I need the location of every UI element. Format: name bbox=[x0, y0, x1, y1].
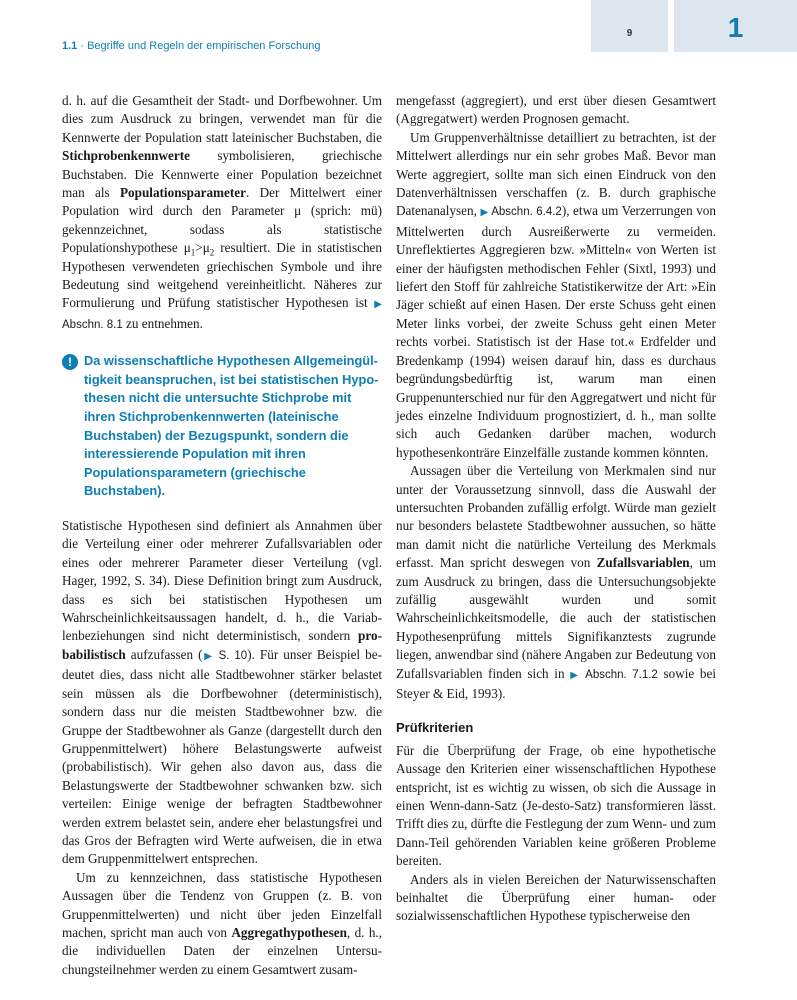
text: resultiert. Die in statistischen Hypothesen verwendeten griechischen Symbole und ihre Bedeutung sind weitgehend vereinheitlicht. Näheres zur Formulierung und Prüfung statistischer Hypothesen ist bbox=[62, 240, 382, 311]
reference-label: S. 10 bbox=[218, 649, 248, 662]
section-number: 1.1 bbox=[62, 40, 78, 52]
page-number: 9 bbox=[626, 28, 633, 39]
cross-reference-link[interactable] bbox=[480, 206, 561, 218]
running-head bbox=[62, 40, 320, 52]
subscript: 2 bbox=[209, 247, 215, 258]
chapter-number: 1 bbox=[727, 12, 744, 43]
paragraph: Für die Überprüfung der Frage, ob eine hypothetische Aussage den Kriterien einer wissenschaftlichen Hypothese entspricht, ist es wichtig zu wissen, ob sich die Aussage in einen Wenn-dann-Satz (Je-desto-Satz) transformieren lässt. Trifft dies zu, dürfte die Festlegung der zum Wenn- und zum Dann-Teil gehörenden Variablen keine größeren Probleme bereiten. bbox=[396, 742, 716, 869]
text: zu entnehmen. bbox=[122, 315, 203, 331]
paragraph bbox=[62, 869, 382, 979]
subscript: 1 bbox=[190, 247, 196, 258]
paragraph: mengefasst (aggregiert), und erst über diesen Gesamtwert (Aggregatwert) werden Prognosen gemacht. bbox=[396, 93, 716, 127]
reference-label: Abschn. 7.1.2 bbox=[585, 668, 658, 681]
reference-label: Abschn. 8.1 bbox=[62, 318, 123, 331]
paragraph bbox=[62, 517, 382, 869]
text: , d. h., die individuellen Daten der einzelnen Untersuchungsteilnehmer werden zu einem Gesamtwert zusam- bbox=[62, 924, 383, 977]
text: >μ bbox=[195, 240, 210, 256]
term-probabilistisch: probabilistisch bbox=[62, 628, 382, 662]
section-heading: Prüfkriterien bbox=[396, 720, 474, 736]
paragraph bbox=[396, 462, 716, 703]
chapter-tab bbox=[674, 0, 797, 52]
page-number-tab bbox=[591, 0, 671, 52]
text: Um Gruppenverhältnisse detailliert zu betrachten, ist der Mittelwert allerdings nur ein sehr grobes Maß. Bevor man Werte aggregiert, sollte man sich einen Eindruck von den Datenverhältnissen verschaffen (z. B. durch graphische Datenanalysen, bbox=[396, 129, 716, 219]
text: symbolisieren, griechische Buchstaben. Die Kennwerte einer Population bezeichnet man als bbox=[62, 148, 382, 201]
term-zufallsvariablen: Zufallsvariablen bbox=[596, 555, 690, 571]
text: , um zum Ausdruck zu bringen, dass die Untersuchungsobjekte zufällig ausgewählt wurden und somit Wahrscheinlichkeitsmodelle, die auch der statistischen Hypothesenprüfung mittels Signifikanztests zugrunde liegen, anwendbar sind (nähere Angaben zur Bedeutung von Zufallsvariablen finden sich in bbox=[396, 555, 716, 681]
paragraph bbox=[396, 129, 716, 462]
triangle-right-icon: ▶ bbox=[202, 650, 214, 662]
triangle-right-icon: ▶ bbox=[570, 669, 581, 681]
right-column bbox=[396, 92, 716, 926]
term-stichprobenkennwerte: Stichprobenkennwerte bbox=[62, 148, 190, 164]
text: Aussagen über die Verteilung von Merkmalen sind nur unter der Voraussetzung sinnvoll, dass die Auswahl der untersuchten Probanden zufällig erfolgt. Würde man gezielt nur besonders belastete Stadtbewohner aussuchen, so hätte man damit nicht die natürliche Verteilung des Merkmals erfasst. Man spricht deswegen von bbox=[396, 463, 716, 571]
paragraph: Anders als in vielen Bereichen der Naturwissenschaften beinhaltet die Überprüfung einer human- oder sozialwissenschaftlichen Hypothese typischerweise den bbox=[396, 871, 716, 924]
term-populationsparameter: Populationsparameter bbox=[119, 185, 246, 201]
running-head-separator: · bbox=[77, 40, 88, 52]
term-aggregathypothesen: Aggregathypothesen bbox=[231, 924, 347, 940]
section-title: Begriffe und Regeln der empirischen Forschung bbox=[87, 40, 321, 52]
reference-label: Abschn. 6.4.2 bbox=[491, 206, 562, 219]
text: ). Für unser Beispiel bedeutet dies, dass nicht alle Stadtbewohner stärker belastet sein müssen als die Dorfbewohner (deterministisch), sondern dass nur die meisten Stadtbewohner bzw. die Gruppe der Stadtbewohner als Ganze (dargestellt durch den Gruppenmittelwert) höhere Belastungswerte aufweist (probabilistisch). Wir gehen also davon aus, dass die Belastungswerte der Stadtbewohner schwanken bzw. sich verteilen: Einige wenige der befragten Stadtbewohner werden extrem belastet sein, andere eher belastungsfrei und das Gros der Befragten wird Werte aufweisen, die in etwa dem Gruppenmittelwert entsprechen. bbox=[62, 646, 382, 867]
callout-box bbox=[62, 352, 382, 501]
cross-reference-link[interactable] bbox=[570, 669, 658, 681]
text: d. h. auf die Gesamtheit der Stadt- und Dorfbewohner. Um dies zum Ausdruck zu bringen, verwendet man für die Kennwerte der Population statt lateinischer Buchstaben, die bbox=[62, 93, 382, 145]
text: . Der Mittelwert einer Population wird durch den Parameter μ (sprich: mü) gekennzeichnet, sodass als statistische Populationshypothese μ bbox=[62, 185, 382, 256]
text: ), etwa um Verzerrungen von Mittelwerten durch Ausreißerwerte zu vermeiden. Unreflektiertes Aggregieren bzw. »Mitteln« von Werten ist einer der häufigsten methodischen Fehler (Sixtl, 1993) und liefert den Stoff für zahlreiche Statistikerwitze der Art: »Ein Jäger schießt auf einen Hasen. Der erste Schuss geht einen Meter links vorbei, der zweite Schuss geht einen Meter rechts vorbei. Statistisch ist der Hase tot.« Erdfelder und Bredenkamp (1994) weisen darauf hin, dass es durchaus begründungsbedürftig ist, warum man einen Gruppenunterschied nur für den Aggregatwert und nicht für jedes einzelne Individuum prognostiziert, d. h., man sollte sich auch Gedanken darüber machen, wodurch hypothesenkonträre Einzelfälle zustande kommen könnten. bbox=[396, 203, 716, 460]
cross-reference-link[interactable] bbox=[202, 650, 247, 662]
callout-text: Da wissenschaftliche Hypothesen Allgemeingültigkeit beanspruchen, ist bei statistischen Hypothesen nicht die untersuchte Stichprobe mit ihren Stichprobenkennwerten (lateinische Buchstaben) der Bezugspunkt, sondern die interessierende Population mit ihren Populationsparametern (griechische Buchstaben). bbox=[84, 353, 379, 499]
text: sowie bei Steyer & Eid, 1993). bbox=[396, 665, 717, 701]
paragraph bbox=[62, 92, 382, 334]
left-column bbox=[62, 92, 382, 979]
text: aufzufassen ( bbox=[125, 646, 203, 662]
text: Statistische Hypothesen sind definiert als Annahmen über die Verteilung einer oder mehrerer Zufallsvariablen oder eines oder mehrerer Parameter dieser Verteilung (vgl. Hager, 1992, S. 34). Diese Definition bringt zum Ausdruck, dass es sich bei statistischen Hypothesen um Wahrscheinlichkeitsaussagen handelt, d. h., die Variablenbeziehungen sind nicht deterministisch, sondern bbox=[62, 518, 382, 644]
triangle-right-icon: ▶ bbox=[480, 207, 489, 219]
triangle-right-icon: ▶ bbox=[374, 299, 382, 311]
text: Um zu kennzeichnen, dass statistische Hypothesen Aussagen über die Tendenz von Gruppen (z. B. von Gruppenmittelwerten) und nicht über jeden Einzelfall machen, spricht man auch von bbox=[62, 869, 382, 940]
exclamation-icon: ! bbox=[62, 354, 78, 370]
